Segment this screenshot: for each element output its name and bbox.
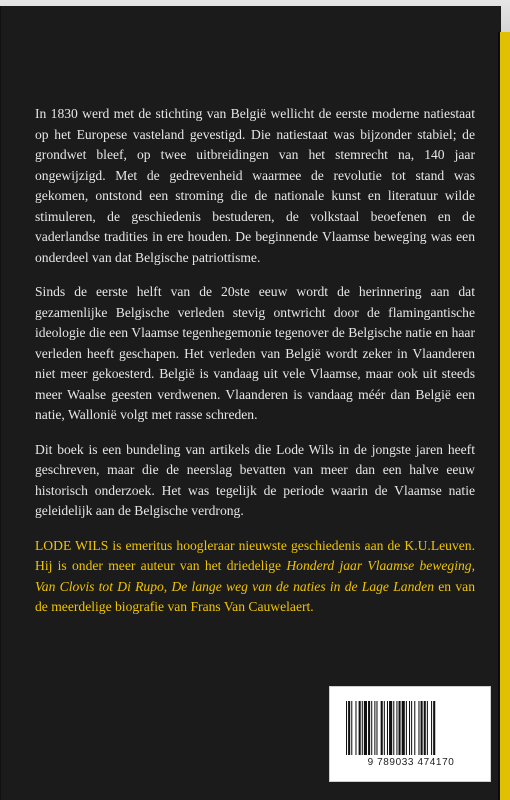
yellow-spine <box>500 32 510 800</box>
author-bio-text-2: en van de meerdelige biografie van Frans Van Cauwelaert. <box>35 578 475 614</box>
paragraph-1: In 1830 werd met de stichting van België wellicht de eerste moderne natiestaat op het Europese vasteland gevestigd. Die natiestaat was bijzonder stabiel; de grondwet bleef, op twee uitbreidingen van het stemrecht na, 140 jaar ongewijzigd. Met de gedrevenheid waarmee de revolutie tot stand was gekomen, ontstond een stroming die de nationale kunst en literatuur wilde stimuleren, de geschiedenis bestuderen, de volkstaal beoefenen en de vaderlandse tradities in ere houden. De beginnende Vlaamse beweging was een onderdeel van dat Belgische patriottisme. <box>35 106 475 265</box>
cover-text-block <box>35 104 475 632</box>
separator-2: , <box>163 578 172 594</box>
barcode-image <box>346 701 476 755</box>
paragraph-3: Dit boek is een bundeling van artikels die Lode Wils in de jongste jaren heeft geschreven, maar die de neerslag bevatten van meer dan een halve eeuw historisch onderzoek. Het was tegelijk de periode waarin de Vlaamse natie geleidelijk aan de Belgische verdrong. <box>35 441 475 518</box>
paragraph-2: Sinds de eerste helft van de 20ste eeuw wordt de herinnering aan dat gezamenlijke Belgische verleden stevig ontwricht door de flamingantische ideologie die een Vlaamse tegenhegemonie tegenover de Belgische natie en haar verleden heeft geschapen. Het verleden van België wordt zeker in Vlaanderen niet meer gekoesterd. België is vandaag uit vele Vlaamse, maar ook uit steeds meer Waalse geesten verdwenen. Vlaanderen is vandaag méér dan België een natie, Wallonië volgt met rasse schreden. <box>35 284 475 422</box>
book-title-2: Van Clovis tot Di Rupo <box>35 578 164 594</box>
barcode-label <box>329 686 491 782</box>
book-back-cover <box>0 6 501 800</box>
author-bio-text-1: is emeritus hoogleraar nieuwste geschiedenis aan de K.U.Leuven. Hij is onder meer auteur van het driedelige <box>35 537 475 573</box>
separator-1: , <box>471 558 476 573</box>
isbn-number: 9 789033 474170 <box>367 757 455 768</box>
author-bio <box>35 536 475 618</box>
book-title-3: De lange weg van de naties in de Lage Landen <box>171 578 435 594</box>
author-name: LODE WILS <box>35 537 109 553</box>
book-title-1: Honderd jaar Vlaamse beweging <box>286 558 472 573</box>
